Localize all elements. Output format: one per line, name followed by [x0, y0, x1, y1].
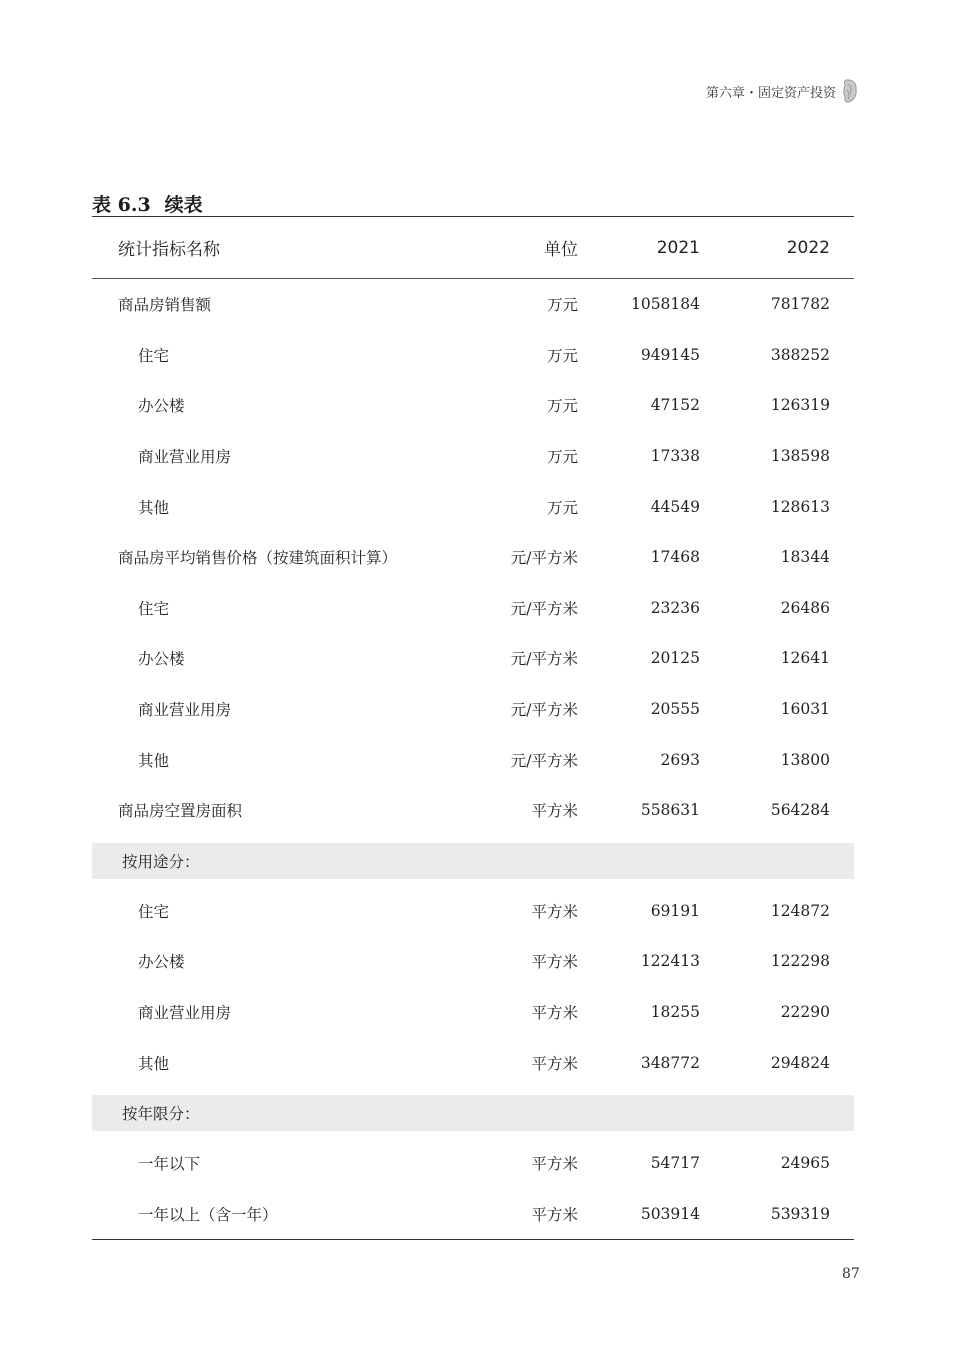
- cell-name: 商品房平均销售价格（按建筑面积计算）: [118, 549, 398, 568]
- cell-name: 其他: [138, 751, 170, 770]
- cell-2021: 20125: [650, 649, 700, 668]
- cell-unit: 万元: [546, 498, 578, 517]
- table-number: 表 6.3: [92, 194, 151, 216]
- table-row: [92, 532, 854, 583]
- table-row: [92, 987, 854, 1038]
- table-row: [92, 785, 854, 836]
- cell-2021: 503914: [640, 1204, 700, 1223]
- cell-2021: 2693: [660, 750, 700, 769]
- table-section-row: [92, 843, 854, 879]
- cell-unit: 元/平方米: [510, 599, 578, 618]
- cell-name: 其他: [138, 498, 170, 517]
- table-row: [92, 431, 854, 482]
- cell-2021: 1058184: [630, 295, 700, 314]
- column-header-name: 统计指标名称: [118, 240, 220, 260]
- chapter-ornament-icon: [842, 78, 858, 104]
- cell-name: 其他: [138, 1054, 170, 1073]
- chapter-title: 第六章・固定资产投资: [705, 85, 836, 101]
- table-caption: [92, 190, 217, 217]
- cell-unit: 平方米: [531, 1155, 578, 1174]
- cell-2021: 18255: [650, 1003, 700, 1022]
- cell-2022: 22290: [780, 1003, 830, 1022]
- running-header: [706, 78, 858, 104]
- cell-unit: 元/平方米: [510, 751, 578, 770]
- table-row: [92, 1189, 854, 1240]
- cell-name: 办公楼: [138, 397, 185, 416]
- cell-unit: 元/平方米: [510, 549, 578, 568]
- cell-2021: 558631: [640, 801, 700, 820]
- cell-unit: 平方米: [531, 953, 578, 972]
- cell-name: 办公楼: [138, 953, 185, 972]
- table-row: [92, 734, 854, 785]
- cell-name: 商业营业用房: [138, 448, 232, 467]
- cell-unit: 平方米: [531, 1205, 578, 1224]
- cell-2022: 12641: [780, 649, 830, 668]
- cell-name: 按年限分：: [122, 1104, 200, 1123]
- cell-unit: 万元: [546, 296, 578, 315]
- cell-name: 一年以上（含一年）: [138, 1205, 278, 1224]
- cell-2022: 781782: [770, 295, 830, 314]
- cell-name: 一年以下: [138, 1155, 201, 1174]
- column-header-2022: 2022: [786, 237, 830, 258]
- table-row: [92, 936, 854, 987]
- cell-2021: 949145: [640, 345, 700, 364]
- table-row: [92, 684, 854, 735]
- table-body: [92, 279, 854, 1239]
- cell-unit: 万元: [546, 448, 578, 467]
- cell-unit: 元/平方米: [510, 701, 578, 720]
- table-section-row: [92, 1095, 854, 1131]
- table-continued-label: 续表: [164, 194, 203, 216]
- cell-2022: 122298: [770, 952, 830, 971]
- cell-unit: 万元: [546, 346, 578, 365]
- cell-2021: 69191: [650, 901, 700, 920]
- cell-2021: 17468: [650, 548, 700, 567]
- cell-2022: 16031: [780, 700, 830, 719]
- cell-2021: 47152: [650, 396, 700, 415]
- cell-name: 商品房销售额: [118, 296, 212, 315]
- cell-2022: 124872: [770, 901, 830, 920]
- cell-2022: 13800: [780, 750, 830, 769]
- table-row: [92, 1138, 854, 1189]
- column-header-unit: 单位: [544, 240, 578, 260]
- cell-2021: 20555: [650, 700, 700, 719]
- cell-2022: 24965: [780, 1154, 830, 1173]
- cell-name: 办公楼: [138, 650, 185, 669]
- table-row: [92, 633, 854, 684]
- cell-name: 住宅: [138, 902, 170, 921]
- table-row: [92, 481, 854, 532]
- cell-2022: 388252: [770, 345, 830, 364]
- cell-2022: 138598: [770, 447, 830, 466]
- table-row: [92, 886, 854, 937]
- cell-2022: 564284: [770, 801, 830, 820]
- cell-2022: 18344: [780, 548, 830, 567]
- cell-2021: 54717: [650, 1154, 700, 1173]
- cell-unit: 元/平方米: [510, 650, 578, 669]
- cell-unit: 平方米: [531, 902, 578, 921]
- cell-2022: 539319: [770, 1204, 830, 1223]
- cell-2022: 128613: [770, 497, 830, 516]
- page-number: 87: [842, 1266, 860, 1282]
- table-row: [92, 583, 854, 634]
- table-row: [92, 1037, 854, 1088]
- cell-name: 住宅: [138, 346, 170, 365]
- column-header-2021: 2021: [656, 237, 700, 258]
- cell-2021: 23236: [650, 598, 700, 617]
- cell-unit: 平方米: [531, 1004, 578, 1023]
- cell-name: 商业营业用房: [138, 1004, 232, 1023]
- cell-2021: 44549: [650, 497, 700, 516]
- cell-2021: 17338: [650, 447, 700, 466]
- table-row: [92, 330, 854, 381]
- cell-name: 商业营业用房: [138, 701, 232, 720]
- cell-unit: 平方米: [531, 1054, 578, 1073]
- data-table: [92, 216, 854, 1240]
- cell-name: 按用途分：: [122, 852, 200, 871]
- cell-2022: 126319: [770, 396, 830, 415]
- cell-unit: 平方米: [531, 802, 578, 821]
- table-row: [92, 380, 854, 431]
- cell-2021: 122413: [640, 952, 700, 971]
- cell-name: 商品房空置房面积: [118, 802, 243, 821]
- cell-unit: 万元: [546, 397, 578, 416]
- cell-2022: 26486: [780, 598, 830, 617]
- cell-2021: 348772: [640, 1053, 700, 1072]
- cell-2022: 294824: [770, 1053, 830, 1072]
- table-header-row: [92, 217, 854, 279]
- table-row: [92, 279, 854, 330]
- cell-name: 住宅: [138, 599, 170, 618]
